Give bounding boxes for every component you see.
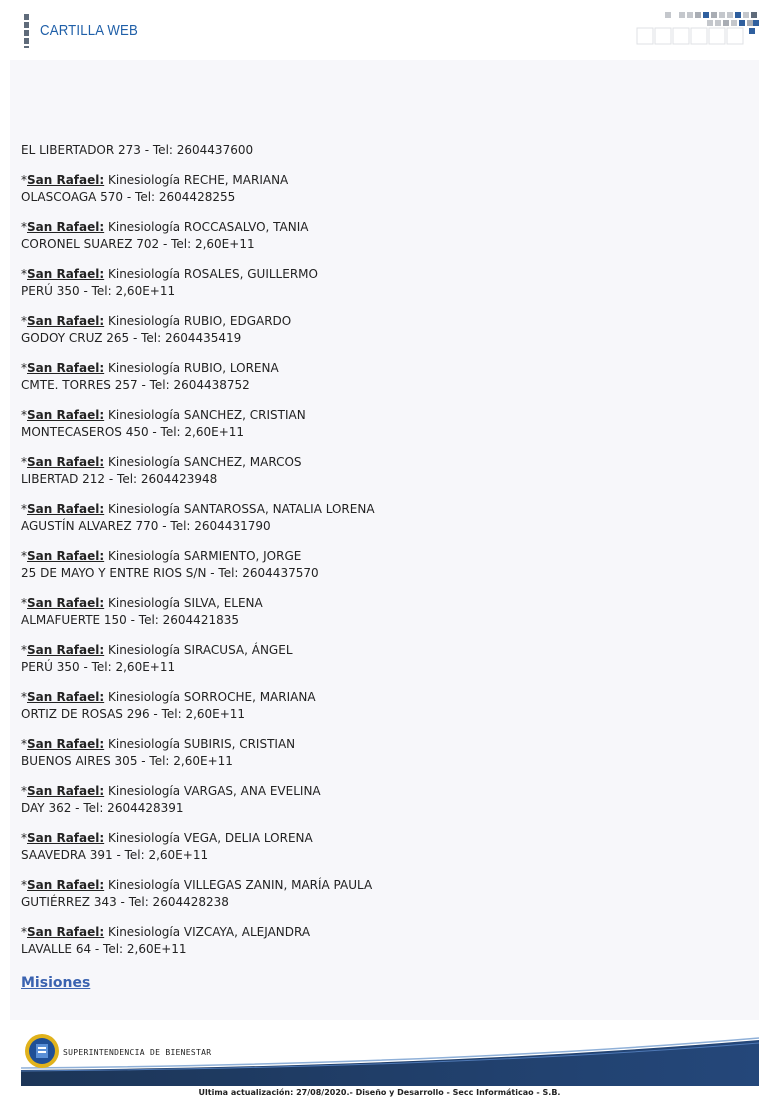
- provider-address: BUENOS AIRES 305 - Tel: 2,60E+11: [21, 754, 233, 768]
- city-label: San Rafael:: [27, 878, 105, 892]
- entry-marker: *: [21, 737, 27, 751]
- provider-address: DAY 362 - Tel: 2604428391: [21, 801, 184, 815]
- city-label: San Rafael:: [27, 549, 105, 563]
- provider-name: Kinesiología ROCCASALVO, TANIA: [104, 220, 309, 234]
- provider-entry: [21, 783, 621, 817]
- entry-marker: *: [21, 784, 27, 798]
- city-label: San Rafael:: [27, 925, 105, 939]
- city-label: San Rafael:: [27, 690, 105, 704]
- provider-name: Kinesiología VIZCAYA, ALEJANDRA: [104, 925, 311, 939]
- provider-address: LAVALLE 64 - Tel: 2,60E+11: [21, 942, 187, 956]
- city-label: San Rafael:: [27, 267, 105, 281]
- provider-address: MONTECASEROS 450 - Tel: 2,60E+11: [21, 425, 245, 439]
- page-title: CARTILLA WEB: [40, 22, 138, 39]
- provider-entry: [21, 407, 621, 441]
- provider-address: PERÚ 350 - Tel: 2,60E+11: [21, 284, 176, 298]
- footer-band: [21, 1030, 759, 1086]
- provider-entry: [21, 501, 621, 535]
- city-label: San Rafael:: [27, 408, 105, 422]
- page-header: [0, 0, 759, 60]
- page-footer: [21, 1030, 759, 1086]
- provider-name: Kinesiología SIRACUSA, ÁNGEL: [104, 643, 293, 657]
- provider-name: Kinesiología ROSALES, GUILLERMO: [104, 267, 318, 281]
- city-label: San Rafael:: [27, 831, 105, 845]
- provider-entry: [21, 736, 621, 770]
- provider-entry: [21, 266, 621, 300]
- city-label: San Rafael:: [27, 784, 105, 798]
- header-squares-decoration: [635, 10, 759, 46]
- provider-entry: [21, 689, 621, 723]
- city-label: San Rafael:: [27, 596, 105, 610]
- provider-entry: [21, 219, 621, 253]
- last-updated-text: Ultima actualización: 27/08/2020.- Diseño y Desarrollo - Secc Informáticao - S.B.: [198, 1088, 561, 1097]
- entry-marker: *: [21, 690, 27, 704]
- provider-name: Kinesiología SANCHEZ, MARCOS: [104, 455, 302, 469]
- provider-address: CORONEL SUAREZ 702 - Tel: 2,60E+11: [21, 237, 255, 251]
- provider-address: SAAVEDRA 391 - Tel: 2,60E+11: [21, 848, 209, 862]
- provider-name: Kinesiología SUBIRIS, CRISTIAN: [104, 737, 296, 751]
- provider-name: Kinesiología SILVA, ELENA: [104, 596, 263, 610]
- provider-entry: [21, 172, 621, 206]
- provider-name: Kinesiología SORROCHE, MARIANA: [104, 690, 316, 704]
- city-label: San Rafael:: [27, 737, 105, 751]
- city-label: San Rafael:: [27, 361, 105, 375]
- superintendencia-logo-icon: [24, 1033, 60, 1069]
- entry-marker: *: [21, 831, 27, 845]
- entry-marker: *: [21, 878, 27, 892]
- provider-entry: [21, 642, 621, 676]
- provider-address: AGUSTÍN ALVAREZ 770 - Tel: 2604431790: [21, 519, 271, 533]
- provider-list: [21, 142, 621, 971]
- entry-marker: *: [21, 220, 27, 234]
- city-label: San Rafael:: [27, 455, 105, 469]
- provider-address: ALMAFUERTE 150 - Tel: 2604421835: [21, 613, 239, 627]
- provider-entry: [21, 454, 621, 488]
- provider-entry: [21, 595, 621, 629]
- entry-marker: *: [21, 455, 27, 469]
- provider-name: Kinesiología SANCHEZ, CRISTIAN: [104, 408, 306, 422]
- entry-marker: *: [21, 361, 27, 375]
- city-label: San Rafael:: [27, 314, 105, 328]
- entry-marker: *: [21, 408, 27, 422]
- provider-address: GODOY CRUZ 265 - Tel: 2604435419: [21, 331, 242, 345]
- provider-name: Kinesiología VILLEGAS ZANIN, MARÍA PAULA: [104, 878, 373, 892]
- entry-marker: *: [21, 925, 27, 939]
- entry-marker: *: [21, 314, 27, 328]
- city-label: San Rafael:: [27, 220, 105, 234]
- city-label: San Rafael:: [27, 173, 105, 187]
- provider-name: Kinesiología RECHE, MARIANA: [104, 173, 289, 187]
- provider-address: ORTIZ DE ROSAS 296 - Tel: 2,60E+11: [21, 707, 246, 721]
- city-label: San Rafael:: [27, 643, 105, 657]
- provider-name: Kinesiología SARMIENTO, JORGE: [104, 549, 302, 563]
- provider-name: Kinesiología VEGA, DELIA LORENA: [104, 831, 313, 845]
- provider-entry: [21, 360, 621, 394]
- entry-marker: *: [21, 173, 27, 187]
- provider-entry: [21, 877, 621, 911]
- provider-name: Kinesiología VARGAS, ANA EVELINA: [104, 784, 321, 798]
- header-bar-decoration: [24, 14, 29, 48]
- provider-name: Kinesiología RUBIO, EDGARDO: [104, 314, 292, 328]
- provider-entry: [21, 924, 621, 958]
- provider-address: CMTE. TORRES 257 - Tel: 2604438752: [21, 378, 250, 392]
- provider-entry: [21, 548, 621, 582]
- provider-address: PERÚ 350 - Tel: 2,60E+11: [21, 660, 176, 674]
- provider-address: EL LIBERTADOR 273 - Tel: 2604437600: [21, 143, 254, 157]
- provider-entry: [21, 313, 621, 347]
- entry-marker: *: [21, 267, 27, 281]
- provider-address: OLASCOAGA 570 - Tel: 2604428255: [21, 190, 236, 204]
- provider-name: Kinesiología SANTAROSSA, NATALIA LORENA: [104, 502, 375, 516]
- footer-organization-name: SUPERINTENDENCIA DE BIENESTAR: [63, 1048, 212, 1057]
- section-link-misiones[interactable]: Misiones: [21, 975, 91, 991]
- provider-address: 25 DE MAYO Y ENTRE RIOS S/N - Tel: 2604437570: [21, 566, 319, 580]
- provider-name: Kinesiología RUBIO, LORENA: [104, 361, 279, 375]
- provider-address: LIBERTAD 212 - Tel: 2604423948: [21, 472, 218, 486]
- city-label: San Rafael:: [27, 502, 105, 516]
- entry-marker: *: [21, 596, 27, 610]
- entry-marker: *: [21, 502, 27, 516]
- entry-marker: *: [21, 643, 27, 657]
- provider-entry: [21, 830, 621, 864]
- entry-marker: *: [21, 549, 27, 563]
- provider-address: GUTIÉRREZ 343 - Tel: 2604428238: [21, 895, 229, 909]
